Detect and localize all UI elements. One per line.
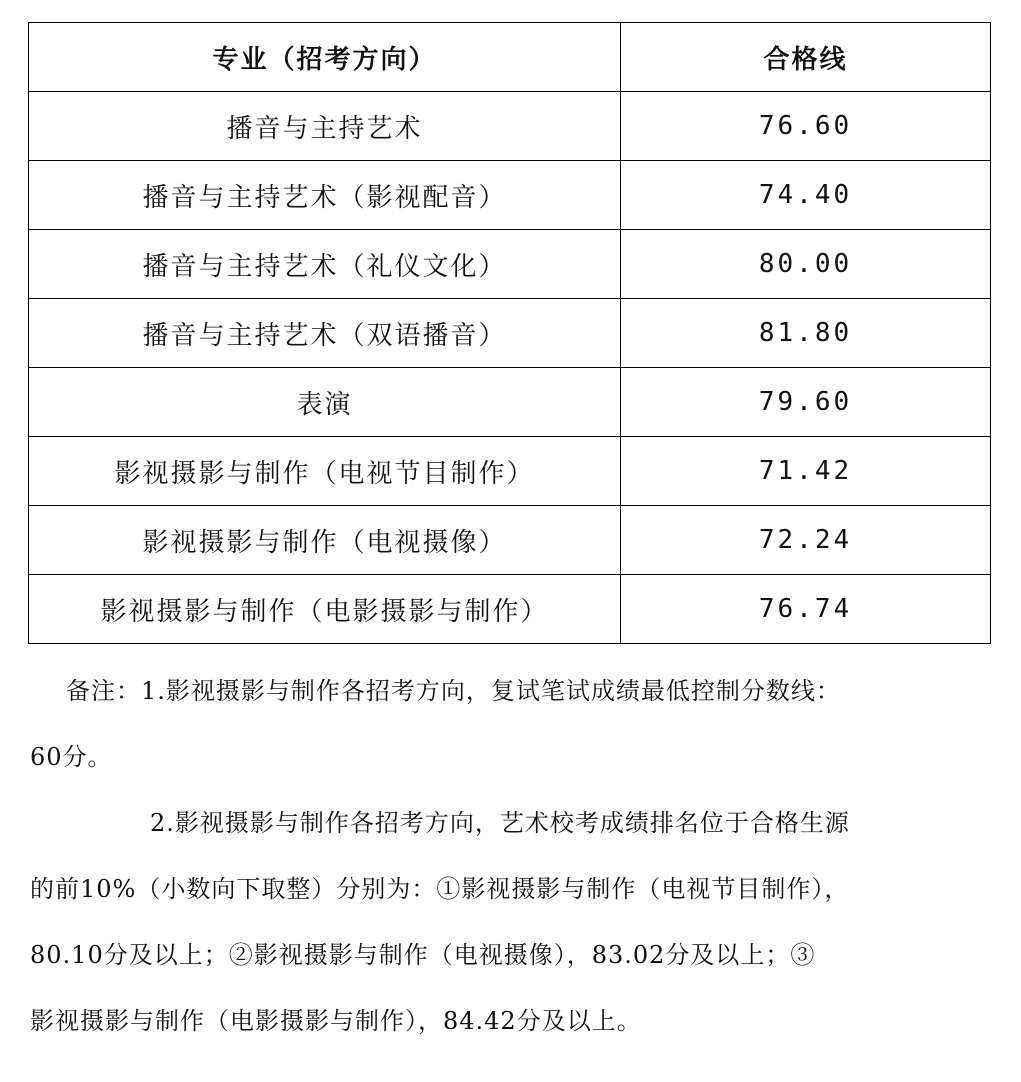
- header-major: 专业（招考方向）: [29, 23, 621, 92]
- notes-section: [30, 658, 985, 1054]
- major-cell: 播音与主持艺术（礼仪文化）: [29, 230, 621, 299]
- score-cell: 76.60: [621, 92, 991, 161]
- score-table: [28, 22, 991, 644]
- note-line: 影视摄影与制作（电影摄影与制作），84.42分及以上。: [30, 1007, 642, 1035]
- table-row: [29, 368, 991, 437]
- major-cell: 播音与主持艺术: [29, 92, 621, 161]
- table-row: [29, 575, 991, 644]
- major-cell: 表演: [29, 368, 621, 437]
- score-cell: 76.74: [621, 575, 991, 644]
- major-cell: 影视摄影与制作（电影摄影与制作）: [29, 575, 621, 644]
- table-row: [29, 161, 991, 230]
- table-row: [29, 437, 991, 506]
- score-cell: 72.24: [621, 506, 991, 575]
- note-line: 60分。: [30, 743, 113, 771]
- score-cell: 74.40: [621, 161, 991, 230]
- note-line: 80.10分及以上；②影视摄影与制作（电视摄像），83.02分及以上；③: [30, 941, 816, 969]
- table-row: [29, 230, 991, 299]
- score-cell: 79.60: [621, 368, 991, 437]
- table-row: [29, 299, 991, 368]
- table-row: [29, 92, 991, 161]
- score-cell: 71.42: [621, 437, 991, 506]
- table-header-row: [29, 23, 991, 92]
- major-cell: 播音与主持艺术（双语播音）: [29, 299, 621, 368]
- note-line: 2.影视摄影与制作各招考方向，艺术校考成绩排名位于合格生源: [150, 809, 850, 837]
- note-line: 备注：1.影视摄影与制作各招考方向，复试笔试成绩最低控制分数线：: [66, 677, 841, 705]
- table-row: [29, 506, 991, 575]
- major-cell: 播音与主持艺术（影视配音）: [29, 161, 621, 230]
- score-cell: 80.00: [621, 230, 991, 299]
- score-cell: 81.80: [621, 299, 991, 368]
- header-score: 合格线: [621, 23, 991, 92]
- major-cell: 影视摄影与制作（电视摄像）: [29, 506, 621, 575]
- note-line: 的前10%（小数向下取整）分别为：①影视摄影与制作（电视节目制作），: [30, 875, 850, 903]
- major-cell: 影视摄影与制作（电视节目制作）: [29, 437, 621, 506]
